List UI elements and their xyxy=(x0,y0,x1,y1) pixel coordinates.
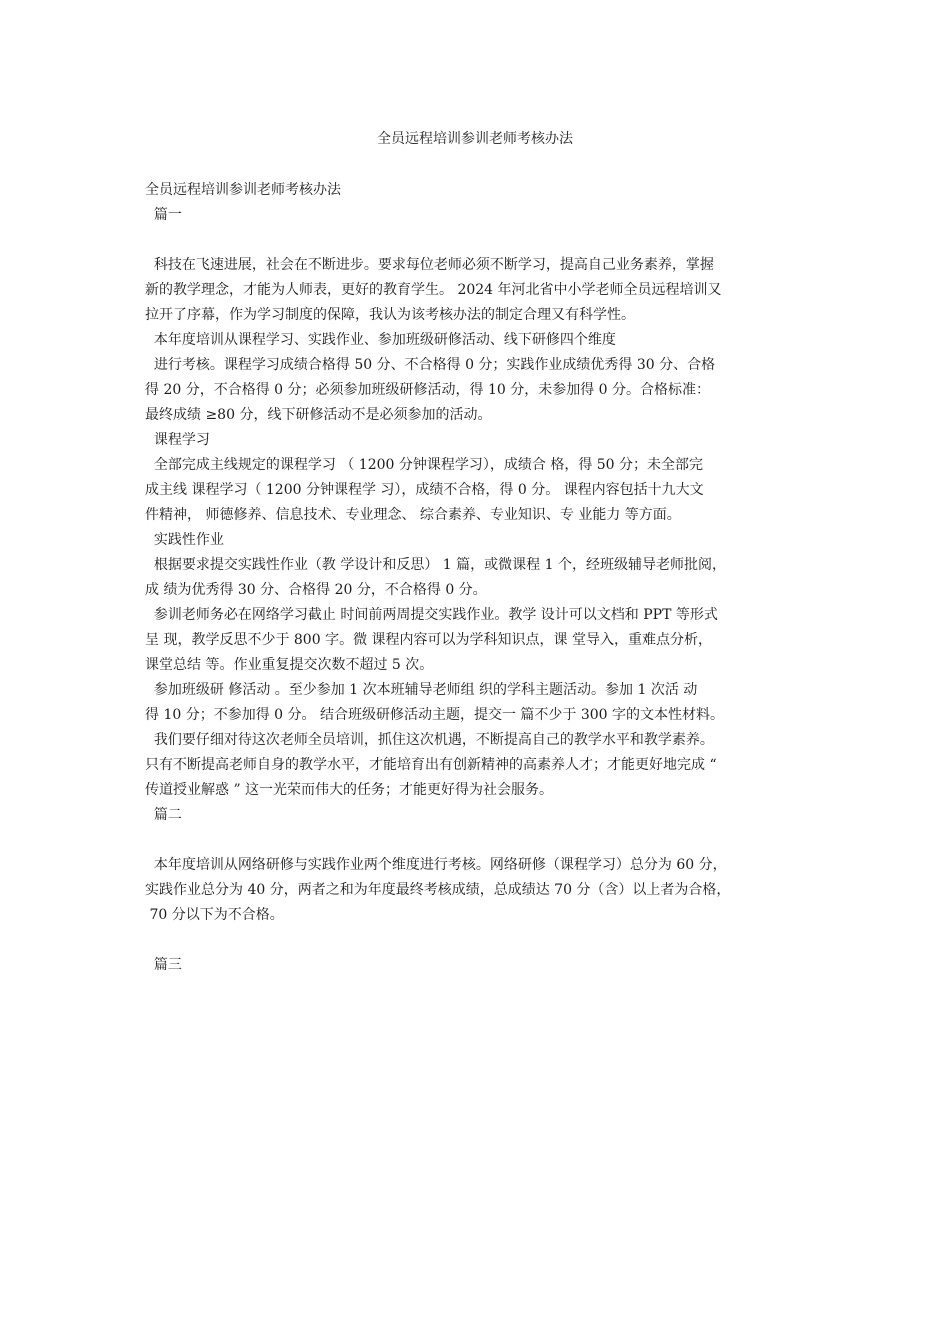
text-line: 成主线 课程学习（ 1200 分钟课程学 习），成绩不合格，得 0 分。 课程内容包括十九大文 xyxy=(145,482,704,498)
text-line: 本年度培训从网络研修与实践作业两个维度进行考核。网络研修（课程学习）总分为 60 分， xyxy=(145,857,727,873)
text-line: 篇二 xyxy=(145,807,182,823)
text-line: 最终成绩 ≥80 分，线下研修活动不是必须参加的活动。 xyxy=(145,407,492,423)
text-line: 我们要仔细对待这次老师全员培训，抓住这次机遇，不断提高自己的教学水平和教学素养。 xyxy=(145,732,714,748)
text-line xyxy=(145,828,815,853)
text-line: 成 绩为优秀得 30 分、合格得 20 分，不合格得 0 分。 xyxy=(145,582,487,598)
text-line: 拉开了序幕，作为学习制度的保障，我认为该考核办法的制定合理又有科学性。 xyxy=(145,307,635,323)
text-line: 进行考核。课程学习成绩合格得 50 分、不合格得 0 分；实践作业成绩优秀得 30 分、合格 xyxy=(145,357,716,373)
text-line: 得 10 分；不参加得 0 分。 结合班级研修活动主题，提交一 篇不少于 300 字的文本性材料。 xyxy=(145,707,725,723)
text-line: 本年度培训从课程学习、实践作业、参加班级研修活动、线下研修四个维度 xyxy=(145,332,616,348)
text-line: 根据要求提交实践性作业（教 学设计和反思） 1 篇，或微课程 1 个，经班级辅导老师批阅， xyxy=(145,557,726,573)
text-line: 实践作业总分为 40 分，两者之和为年度最终考核成绩，总成绩达 70 分（含）以上者为合格， xyxy=(145,882,731,898)
text-line: 呈 现，教学反思不少于 800 字。微 课程内容可以为学科知识点，课 堂导入，重难点分析， xyxy=(145,632,712,648)
text-line: 课堂总结 等。作业重复提交次数不超过 5 次。 xyxy=(145,657,434,673)
text-line: 件精神， 师德修养、信息技术、专业理念、 综合素养、专业知识、专 业能力 等方面。 xyxy=(145,507,681,523)
text-line xyxy=(145,228,815,253)
text-line: 只有不断提高老师自身的教学水平，才能培育出有创新精神的高素养人才；才能更好地完成 “ xyxy=(145,757,717,773)
text-line: 参加班级研 修活动 。至少参加 1 次本班辅导老师组 织的学科主题活动。参加 1 次活 动 xyxy=(145,682,698,698)
document-body xyxy=(145,178,815,978)
text-line: 篇一 xyxy=(145,207,182,223)
text-line xyxy=(145,928,815,953)
text-line: 新的教学理念，才能为人师表，更好的教育学生。 2024 年河北省中小学老师全员远程培训又 xyxy=(145,282,722,298)
document-subtitle: 全员远程培训参训老师考核办法 xyxy=(145,182,341,198)
text-line: 70 分以下为不合格。 xyxy=(145,907,284,923)
text-line: 参训老师务必在网络学习截止 时间前两周提交实践作业。教学 设计可以文档和 PPT 等形式 xyxy=(145,607,718,623)
text-line: 得 20 分，不合格得 0 分；必须参加班级研修活动，得 10 分，未参加得 0 分。合格标准： xyxy=(145,382,711,398)
text-line: 全部完成主线规定的课程学习 （ 1200 分钟课程学习），成绩合 格，得 50 分；未全部完 xyxy=(145,457,704,473)
text-line: 课程学习 xyxy=(145,432,210,448)
text-line: 传道授业解惑 ” 这一光荣而伟大的任务；才能更好得为社会服务。 xyxy=(145,782,554,798)
text-line: 科技在飞速进展，社会在不断进步。要求每位老师必须不断学习，提高自己业务素养，掌握 xyxy=(145,257,714,273)
page-title: 全员远程培训参训老师考核办法 xyxy=(377,131,573,147)
text-line: 实践性作业 xyxy=(145,532,224,548)
text-line: 篇三 xyxy=(145,957,182,973)
